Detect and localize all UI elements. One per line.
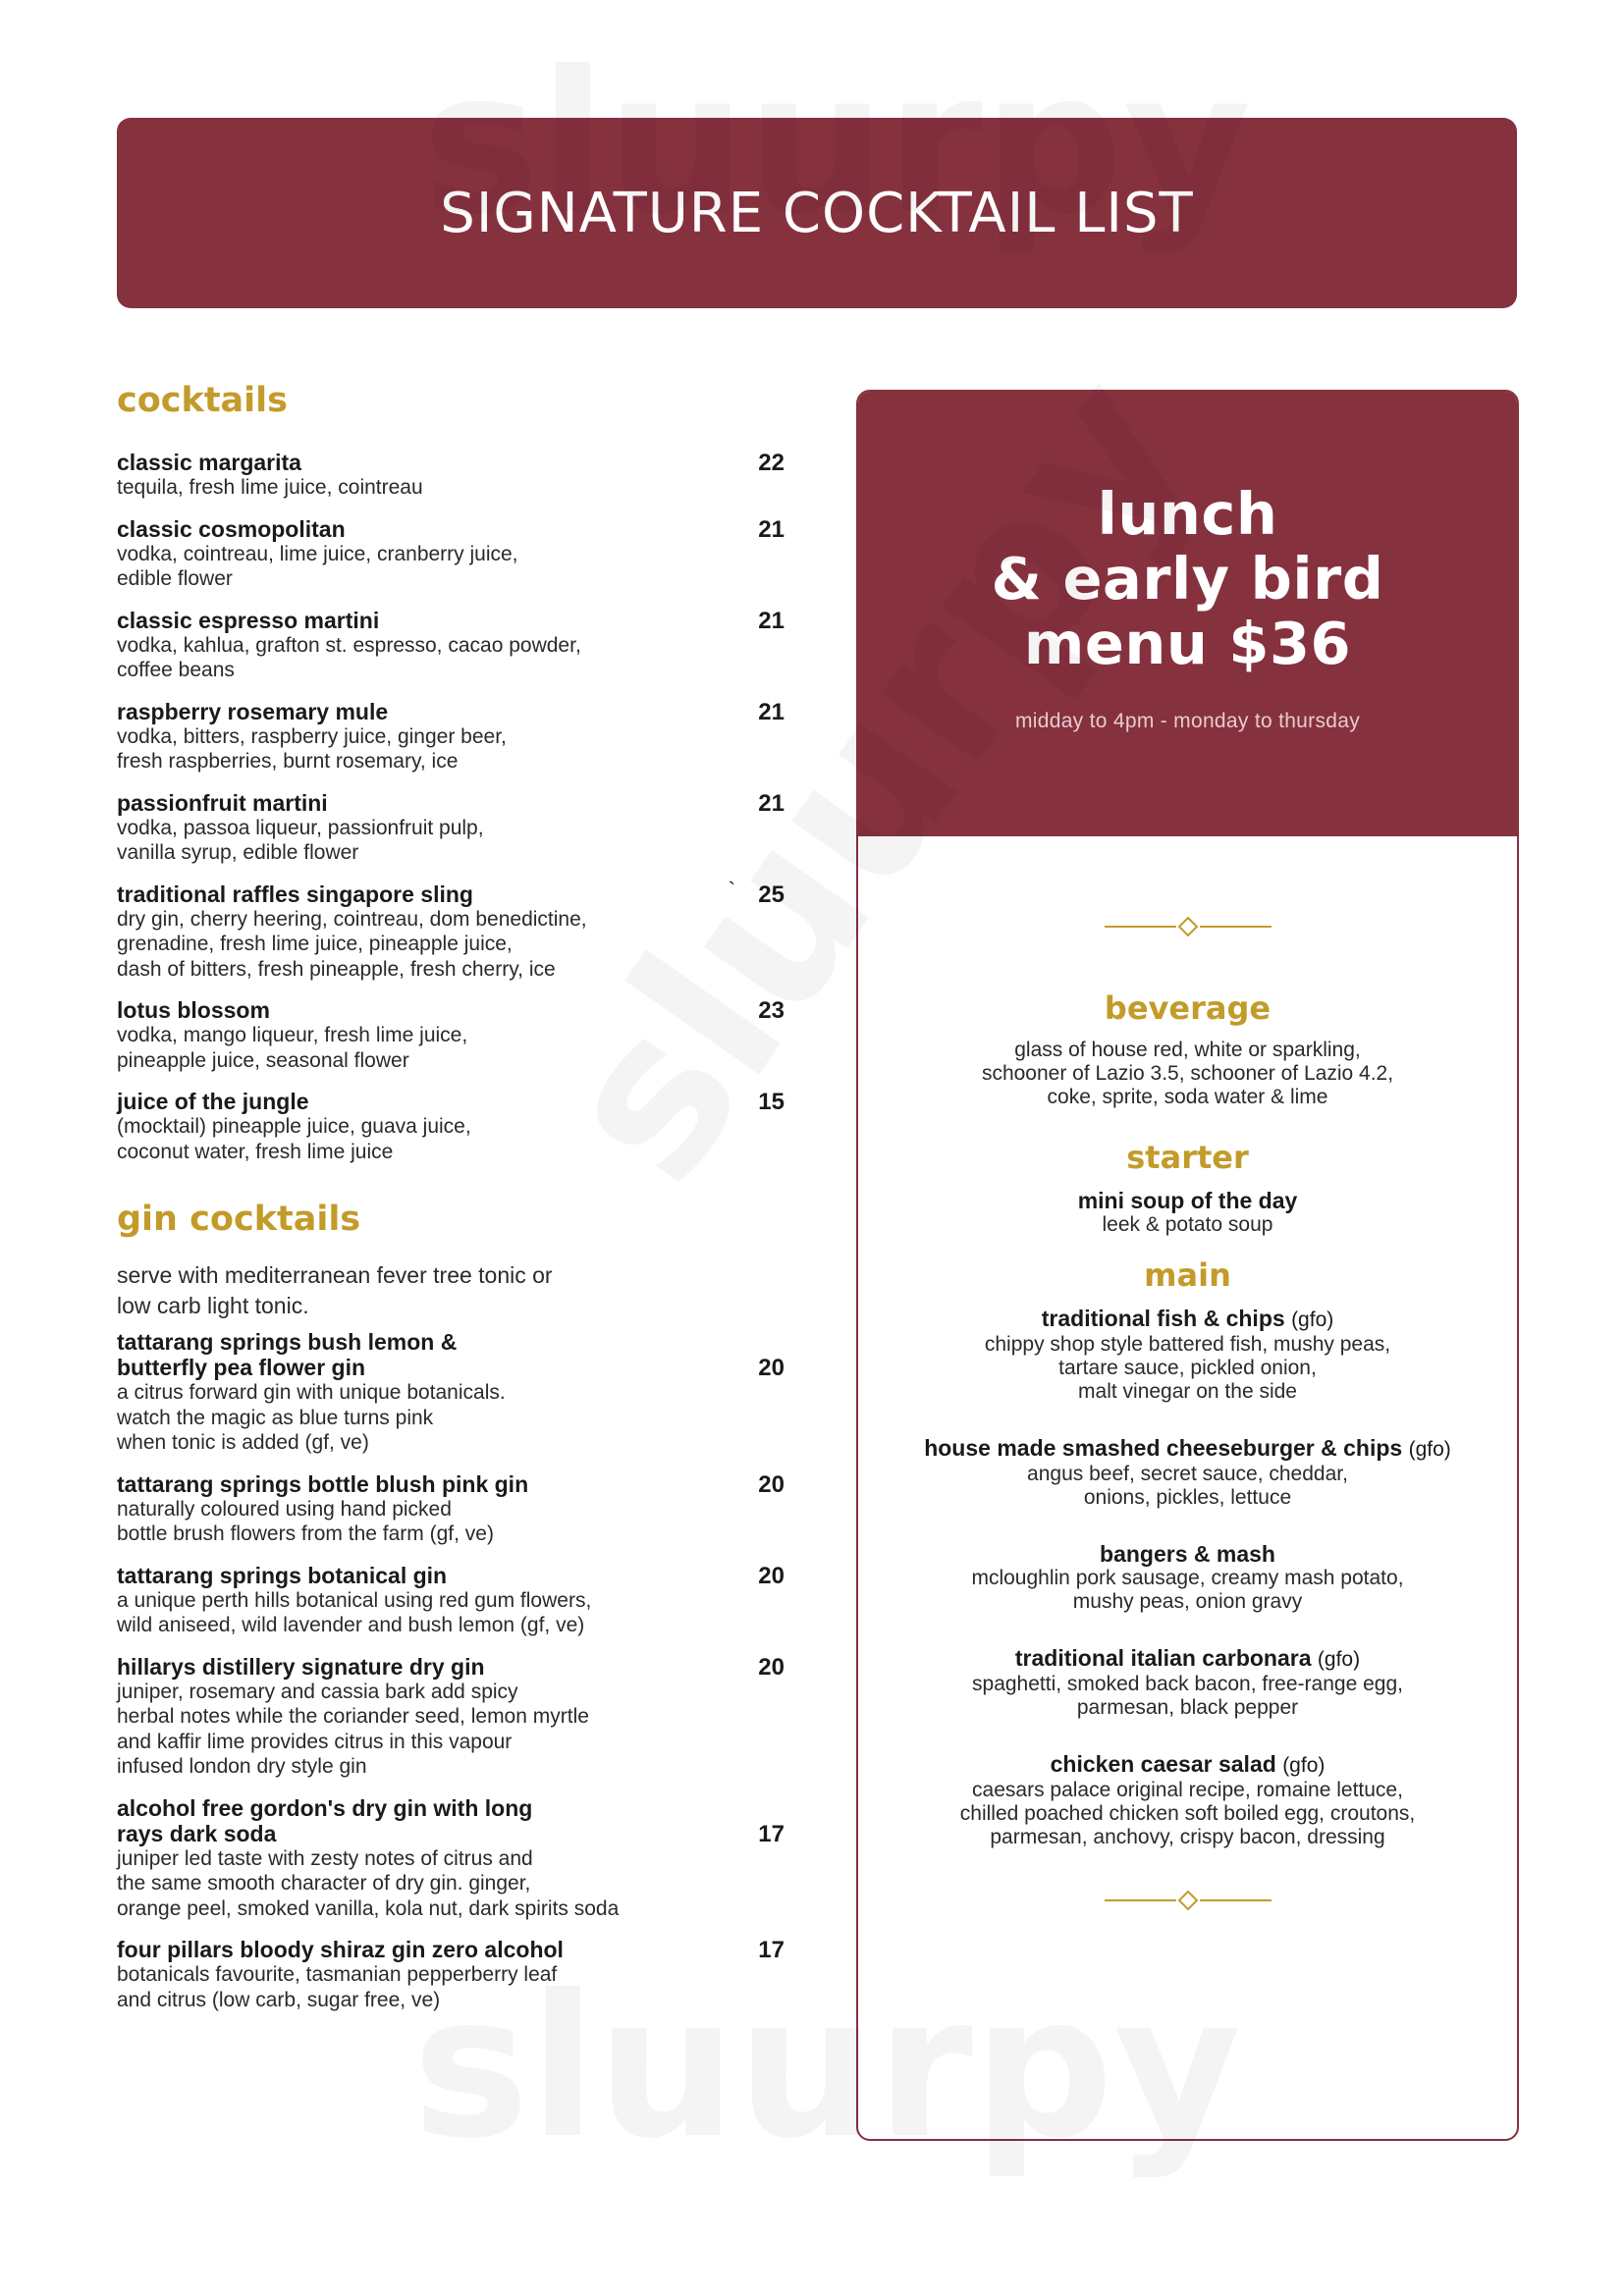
- lunch-title-line: lunch: [1097, 480, 1278, 548]
- page-title: SIGNATURE COCKTAIL LIST: [440, 181, 1194, 245]
- item-description: herbal notes while the coriander seed, lemon myrtle: [117, 1705, 589, 1728]
- diamond-divider-icon: [1105, 915, 1272, 938]
- main-item: [858, 1645, 1517, 1720]
- item-description: bottle brush flowers from the farm (gf, ve): [117, 1522, 494, 1545]
- item-description: and kaffir lime provides citrus in this vapour: [117, 1730, 513, 1753]
- item-description: tequila, fresh lime juice, cointreau: [117, 476, 423, 499]
- item-name: traditional raffles singapore sling: [117, 881, 473, 907]
- cocktail-item: [117, 608, 785, 683]
- lunch-menu-hours: midday to 4pm - monday to thursday: [1014, 710, 1361, 732]
- gin-item: [117, 1937, 785, 2012]
- item-name: raspberry rosemary mule: [117, 698, 389, 724]
- dish-name: chicken caesar salad: [1050, 1751, 1276, 1777]
- gin-item: [117, 1654, 785, 1780]
- item-description: a citrus forward gin with unique botanicals.: [117, 1381, 506, 1404]
- lunch-menu-card: [856, 390, 1519, 2141]
- cocktail-list: [117, 450, 785, 1164]
- item-name: rays dark soda: [117, 1820, 277, 1846]
- main-list: [858, 1306, 1517, 1849]
- item-description: fresh raspberries, burnt rosemary, ice: [117, 750, 459, 773]
- item-price: 23: [758, 997, 785, 1024]
- header-banner: [117, 118, 1517, 308]
- item-description: vanilla syrup, edible flower: [117, 841, 359, 864]
- lunch-menu-title: [992, 482, 1384, 676]
- item-name: hillarys distillery signature dry gin: [117, 1653, 485, 1680]
- item-description: vodka, mango liqueur, fresh lime juice,: [117, 1024, 468, 1046]
- gin-item: [117, 1329, 785, 1456]
- beverage-heading: beverage: [1104, 989, 1272, 1027]
- cocktail-item: [117, 1089, 785, 1164]
- beverage-line: glass of house red, white or sparkling,: [1014, 1039, 1361, 1061]
- dish-name: mini soup of the day: [1077, 1188, 1298, 1213]
- gin-intro-line: low carb light tonic.: [117, 1293, 309, 1318]
- lunch-menu-body: [858, 836, 1517, 1912]
- gin-cocktails-heading: gin cocktails: [117, 1200, 361, 1239]
- item-description: edible flower: [117, 567, 233, 590]
- item-description: a unique perth hills botanical using red gum flowers,: [117, 1588, 592, 1612]
- dish-title-line: [858, 1645, 1517, 1673]
- item-name: four pillars bloody shiraz gin zero alcohol: [117, 1937, 564, 1962]
- dish-description: spaghetti, smoked back bacon, free-range egg,: [972, 1673, 1403, 1695]
- dish-description: mushy peas, onion gravy: [1072, 1590, 1303, 1613]
- gin-list: [117, 1329, 785, 2012]
- beverage-options: [858, 1039, 1517, 1109]
- main-item: [858, 1306, 1517, 1404]
- beverage-line: coke, sprite, soda water & lime: [1047, 1086, 1328, 1108]
- item-price: 22: [758, 450, 785, 476]
- main-item: [858, 1541, 1517, 1614]
- item-price: 21: [758, 607, 785, 634]
- starter-heading: starter: [1126, 1139, 1249, 1176]
- item-description: vodka, cointreau, lime juice, cranberry juice,: [117, 542, 518, 565]
- item-description: orange peel, smoked vanilla, kola nut, dark spirits soda: [117, 1896, 620, 1920]
- item-description: the same smooth character of dry gin. ginger,: [117, 1872, 531, 1895]
- item-name: butterfly pea flower gin: [117, 1355, 366, 1380]
- item-description: vodka, kahlua, grafton st. espresso, cacao powder,: [117, 633, 581, 657]
- main-heading: main: [1144, 1256, 1231, 1294]
- cocktail-item: [117, 997, 785, 1073]
- item-description: when tonic is added (gf, ve): [117, 1431, 369, 1454]
- item-description: botanicals favourite, tasmanian pepperberry leaf: [117, 1963, 558, 1986]
- dish-description: onions, pickles, lettuce: [1083, 1486, 1292, 1509]
- item-name: passionfruit martini: [117, 789, 328, 816]
- item-name: classic espresso martini: [117, 607, 380, 633]
- item-price: 21: [758, 698, 785, 725]
- item-name: tattarang springs botanical gin: [117, 1562, 448, 1588]
- item-description: watch the magic as blue turns pink: [117, 1406, 434, 1429]
- item-name: juice of the jungle: [117, 1089, 309, 1114]
- dish-name: house made smashed cheeseburger & chips: [924, 1435, 1403, 1461]
- item-name: alcohol free gordon's dry gin with long: [117, 1794, 533, 1821]
- dish-description: caesars palace original recipe, romaine lettuce,: [972, 1779, 1403, 1801]
- item-name: tattarang springs bottle blush pink gin: [117, 1470, 529, 1497]
- item-description: juniper led taste with zesty notes of citrus and: [117, 1846, 533, 1870]
- dish-description: tartare sauce, pickled onion,: [1058, 1357, 1317, 1379]
- beverage-line: schooner of Lazio 3.5, schooner of Lazio 4.2,: [981, 1062, 1394, 1085]
- cocktail-item: [117, 516, 785, 592]
- price-mark: `: [728, 877, 735, 902]
- item-price: 17: [758, 1937, 785, 1963]
- lunch-title-line: menu $36: [1023, 610, 1352, 677]
- item-description: pineapple juice, seasonal flower: [117, 1048, 409, 1072]
- diamond-divider-icon: [1105, 1889, 1272, 1912]
- item-price: 21: [758, 515, 785, 543]
- dish-note: (gfo): [1317, 1648, 1361, 1671]
- gin-item: [117, 1563, 785, 1638]
- item-price: 25: [758, 881, 785, 908]
- drinks-column: [117, 381, 785, 2028]
- gin-intro-line: serve with mediterranean fever tree tonic or: [117, 1262, 553, 1288]
- gin-item: [117, 1471, 785, 1547]
- dish-description: leek & potato soup: [1102, 1213, 1273, 1236]
- item-description: naturally coloured using hand picked: [117, 1497, 452, 1521]
- dish-description: mcloughlin pork sausage, creamy mash potato,: [971, 1567, 1404, 1589]
- dish-description: parmesan, anchovy, crispy bacon, dressing: [990, 1826, 1385, 1848]
- item-name: classic margarita: [117, 450, 301, 475]
- dish-note: (gfo): [1408, 1438, 1451, 1461]
- dish-name: bangers & mash: [1100, 1541, 1275, 1567]
- item-description: dash of bitters, fresh pineapple, fresh cherry, ice: [117, 957, 556, 981]
- item-description: wild aniseed, wild lavender and bush lemon (gf, ve): [117, 1614, 585, 1636]
- item-price: 15: [758, 1089, 785, 1115]
- dish-name: traditional fish & chips: [1041, 1306, 1285, 1331]
- item-name: classic cosmopolitan: [117, 515, 346, 542]
- lunch-title-line: & early bird: [991, 545, 1384, 613]
- dish-name: traditional italian carbonara: [1014, 1645, 1312, 1671]
- cocktail-item: [117, 877, 785, 983]
- cocktails-heading: cocktails: [117, 381, 288, 420]
- item-description: grenadine, fresh lime juice, pineapple juice,: [117, 933, 513, 955]
- cocktail-item: [117, 699, 785, 774]
- main-item: [858, 1435, 1517, 1510]
- dish-title-line: [858, 1751, 1517, 1779]
- dish-description: chippy shop style battered fish, mushy peas,: [984, 1333, 1391, 1356]
- cocktail-item: [117, 790, 785, 866]
- dish-description: chilled poached chicken soft boiled egg, croutons,: [959, 1802, 1416, 1825]
- item-price: 21: [758, 789, 785, 817]
- dish-note: (gfo): [1282, 1754, 1326, 1777]
- item-price: 17: [758, 1820, 785, 1847]
- item-description: vodka, passoa liqueur, passionfruit pulp,: [117, 816, 484, 839]
- gin-item: [117, 1795, 785, 1922]
- dish-title-line: [858, 1435, 1517, 1463]
- gin-intro: [117, 1260, 785, 1321]
- item-description: vodka, bitters, raspberry juice, ginger beer,: [117, 724, 507, 748]
- dish-title-line: [858, 1541, 1517, 1567]
- item-description: dry gin, cherry heering, cointreau, dom benedictine,: [117, 907, 587, 931]
- dish-note: (gfo): [1291, 1308, 1334, 1331]
- lunch-menu-header: [858, 392, 1517, 836]
- item-name: tattarang springs bush lemon &: [117, 1329, 458, 1355]
- dish-description: malt vinegar on the side: [1078, 1380, 1297, 1403]
- item-price: 20: [758, 1470, 785, 1498]
- item-description: infused london dry style gin: [117, 1755, 367, 1778]
- item-description: coconut water, fresh lime juice: [117, 1140, 394, 1163]
- dish-description: angus beef, secret sauce, cheddar,: [1027, 1463, 1348, 1485]
- dish-title-line: [858, 1306, 1517, 1333]
- item-description: coffee beans: [117, 659, 235, 681]
- main-item: [858, 1751, 1517, 1849]
- item-description: juniper, rosemary and cassia bark add spicy: [117, 1680, 518, 1703]
- cocktail-item: [117, 450, 785, 501]
- item-price: 20: [758, 1355, 785, 1381]
- starter-item: [858, 1188, 1517, 1237]
- item-price: 20: [758, 1653, 785, 1681]
- item-price: 20: [758, 1562, 785, 1589]
- item-description: (mocktail) pineapple juice, guava juice,: [117, 1115, 471, 1138]
- dish-description: parmesan, black pepper: [1076, 1696, 1299, 1719]
- item-description: and citrus (low carb, sugar free, ve): [117, 1988, 441, 2011]
- item-name: lotus blossom: [117, 997, 270, 1023]
